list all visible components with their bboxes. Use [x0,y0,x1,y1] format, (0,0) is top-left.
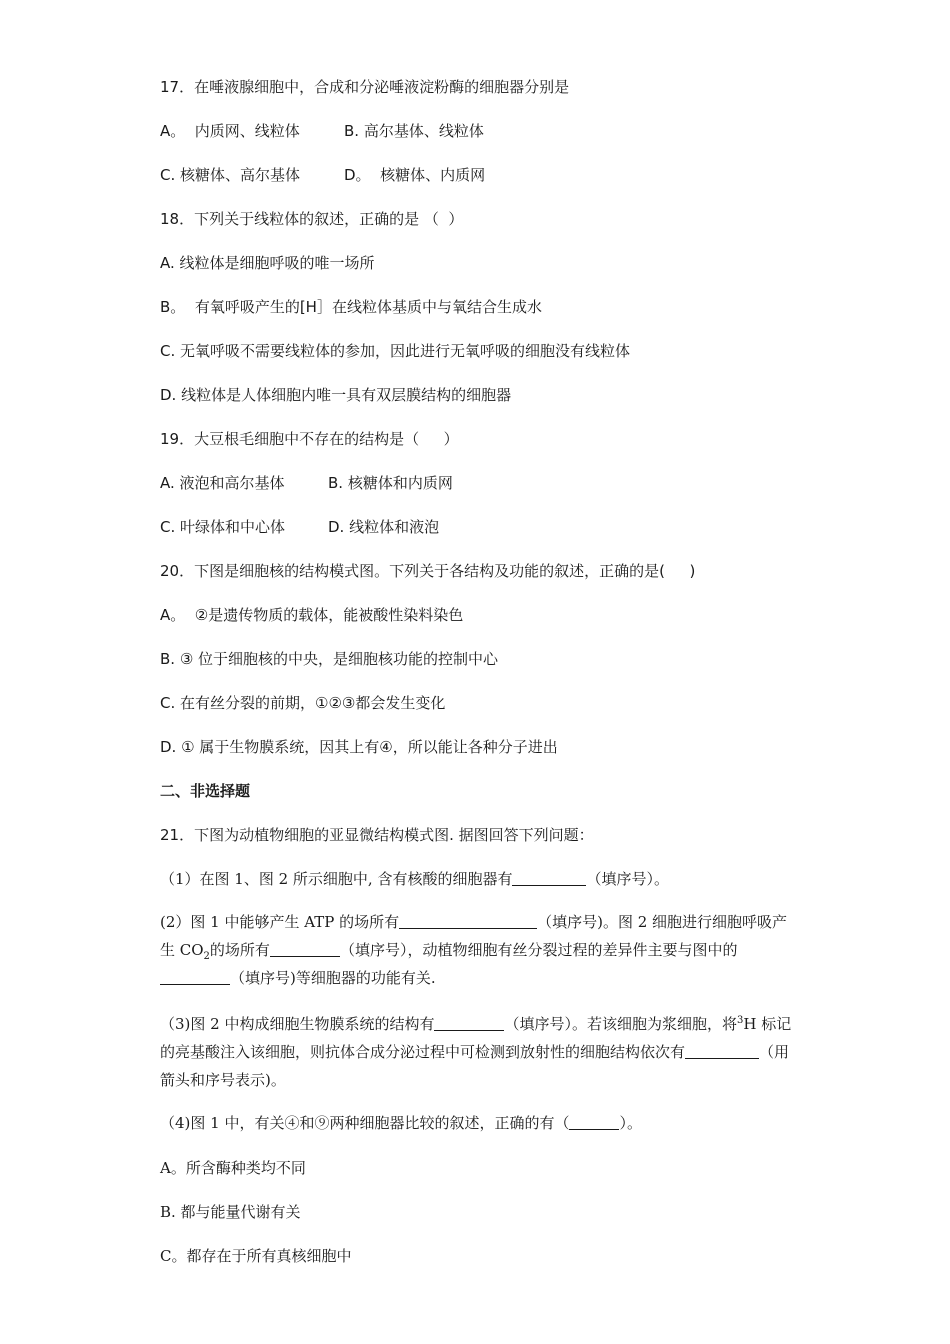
answer-blank[interactable] [685,1042,759,1059]
question-21-option-b: B. 都与能量代谢有关 [160,1203,301,1221]
question-18-stem: 18．下列关于线粒体的叙述，正确的是 （ ） [160,210,464,228]
question-18-option-a: A. 线粒体是细胞呼吸的唯一场所 [160,254,375,272]
question-20-option-b: B. ③ 位于细胞核的中央，是细胞核功能的控制中心 [160,650,499,668]
question-17-option-a: A。 内质网、线粒体 [160,122,300,140]
question-19-option-c: C. 叶绿体和中心体 [160,518,286,536]
question-21-option-c: C。都存在于所有真核细胞中 [160,1247,352,1265]
question-19-option-d: D. 线粒体和液泡 [328,518,440,536]
answer-blank[interactable] [270,940,340,957]
question-19-option-a: A. 液泡和高尔基体 [160,474,285,492]
question-21-part-2: (2）图 1 中能够产生 ATP 的场所有 （填序号)。图 2 细胞进行细胞呼吸产生 $CO_2$的场所有 （填序号），动植物细胞有丝分裂过程的差异件主要与图中的（填序号)等细胞器的功能有关. [160,913,788,987]
question-20-option-c: C. 在有丝分裂的前期，①②③都会发生变化 [160,694,446,712]
question-18-option-d: D. 线粒体是人体细胞内唯一具有双层膜结构的细胞器 [160,386,512,404]
answer-blank[interactable] [399,912,537,929]
question-20-option-d: D. ① 属于生物膜系统，因其上有④，所以能让各种分子进出 [160,738,558,756]
question-21-part-3: （3)图 2 中构成细胞生物膜系统的结构有 （填序号）。若该细胞为浆细胞，将$^3$H 标记的亮基酸注入该细胞，则抗体合成分泌过程中可检测到放射性的细胞结构依次有 （用箭头和序号表示)。 [160,1015,792,1089]
question-17-stem: 17．在唾液腺细胞中，合成和分泌唾液淀粉酶的细胞器分别是 [160,78,570,96]
question-19-option-b: B. 核糖体和内质网 [328,474,453,492]
question-20-stem: 20．下图是细胞核的结构模式图。下列关于各结构及功能的叙述，正确的是( ) [160,562,696,580]
question-18-option-b: B。 有氧呼吸产生的[H］在线粒体基质中与氧结合生成水 [160,298,542,316]
question-19-stem: 19．大豆根毛细胞中不存在的结构是（ ） [160,430,459,448]
question-21-option-a: A。所含酶种类均不同 [160,1159,306,1177]
question-21-part-4: （4)图 1 中，有关④和⑨两种细胞器比较的叙述，正确的有（ ）。 [160,1114,642,1132]
question-17-option-c: C. 核糖体、高尔基体 [160,166,301,184]
question-20-option-a: A。 ②是遗传物质的载体，能被酸性染料染色 [160,606,464,624]
question-17-option-d: D。 核糖体、内质网 [344,166,486,184]
question-17-option-b: B. 高尔基体、线粒体 [344,122,484,140]
question-18-option-c: C. 无氧呼吸不需要线粒体的参加，因此进行无氧呼吸的细胞没有线粒体 [160,342,631,360]
question-21-stem: 21．下图为动植物细胞的亚显微结构模式图. 据图回答下列问题： [160,826,594,844]
section-heading: 二、非选择题 [160,782,251,800]
answer-blank[interactable] [569,1113,619,1130]
answer-blank[interactable] [434,1014,504,1031]
answer-blank[interactable] [512,869,586,886]
question-21-part-1: （1）在图 1、图 2 所示细胞中, 含有核酸的细胞器有 （填序号）。 [160,870,669,888]
answer-blank[interactable] [160,968,230,985]
